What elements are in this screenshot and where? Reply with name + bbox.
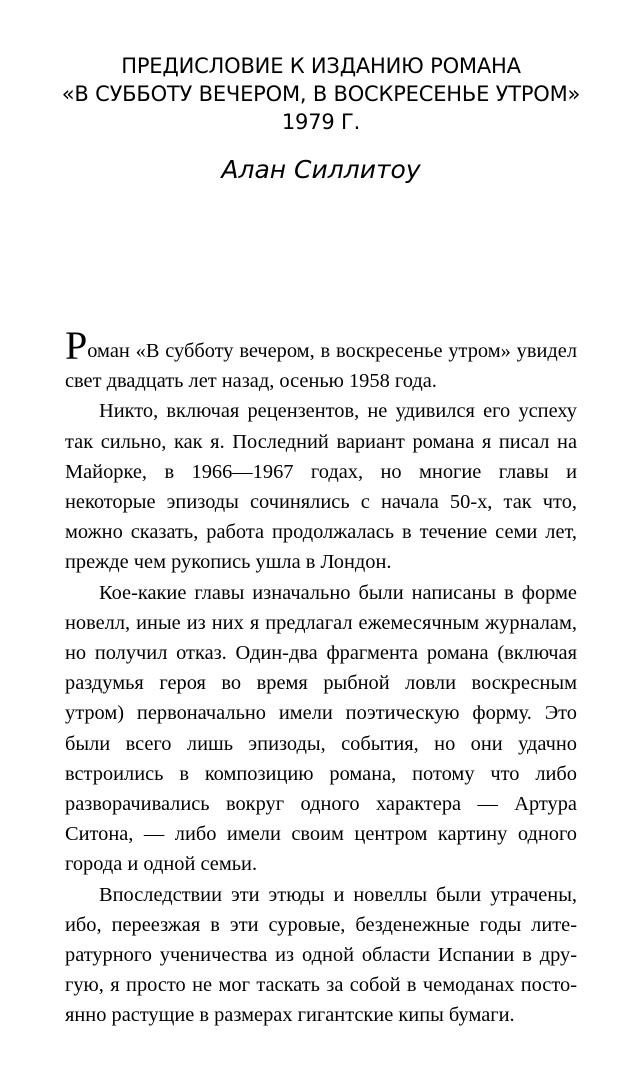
heading-line-2: «В СУББОТУ ВЕЧЕРОМ, В ВОСКРЕСЕНЬЕ УТРОМ» <box>61 82 581 106</box>
paragraph-2: Никто, включая рецензентов, не удивился его успеху так сильно, как я. Последний вариант романа я писал на Майорке, в 1966—1967 годах, но многие главы и некоторые эпизоды сочинялись с начала 50-х, так что, можно сказать, работа продолжалась в течение семи лет, прежде чем рукопись ушла в Лондон. <box>65 400 577 574</box>
body-text <box>65 323 577 1031</box>
heading-line-3: 1979 Г. <box>281 110 361 134</box>
drop-cap: Р <box>65 323 88 368</box>
paragraph-1-text: оман «В субботу вечером, в воскресенье утром» увидел свет двадцать лет назад, осенью 1958 года. <box>65 340 577 393</box>
author-name: Алан Силлитоу <box>221 155 421 184</box>
paragraph-3: Кое-какие главы изначально были написаны в форме новелл, иные из них я предлагал ежемесячным журналам, но получил отказ. Один-два фрагмента романа (включая раздумья героя во время рыбной ловли воскресным утром) первоначально имели поэтическую форму. Это были всего лишь эпизоды, события, но они удачно встроились в композицию романа, потому что либо разворачивались вокруг одного характера — Артура Ситона, — либо имели своим центром картину одного города и одной семьи. <box>65 581 577 876</box>
heading-line-1: ПРЕДИСЛОВИЕ К ИЗДАНИЮ РОМАНА <box>121 54 521 78</box>
paragraph-4: Впоследствии эти этюды и новеллы были утрачены, ибо, переезжая в эти суровые, безденежные годы литературного ученичества из одной области Испании в другую, я просто не мог таскать за собой в чемоданах постоянно растущие в размерах гигантские кипы бумаги. <box>65 883 577 1027</box>
paragraph-1 <box>65 323 577 396</box>
chapter-heading <box>60 52 582 136</box>
